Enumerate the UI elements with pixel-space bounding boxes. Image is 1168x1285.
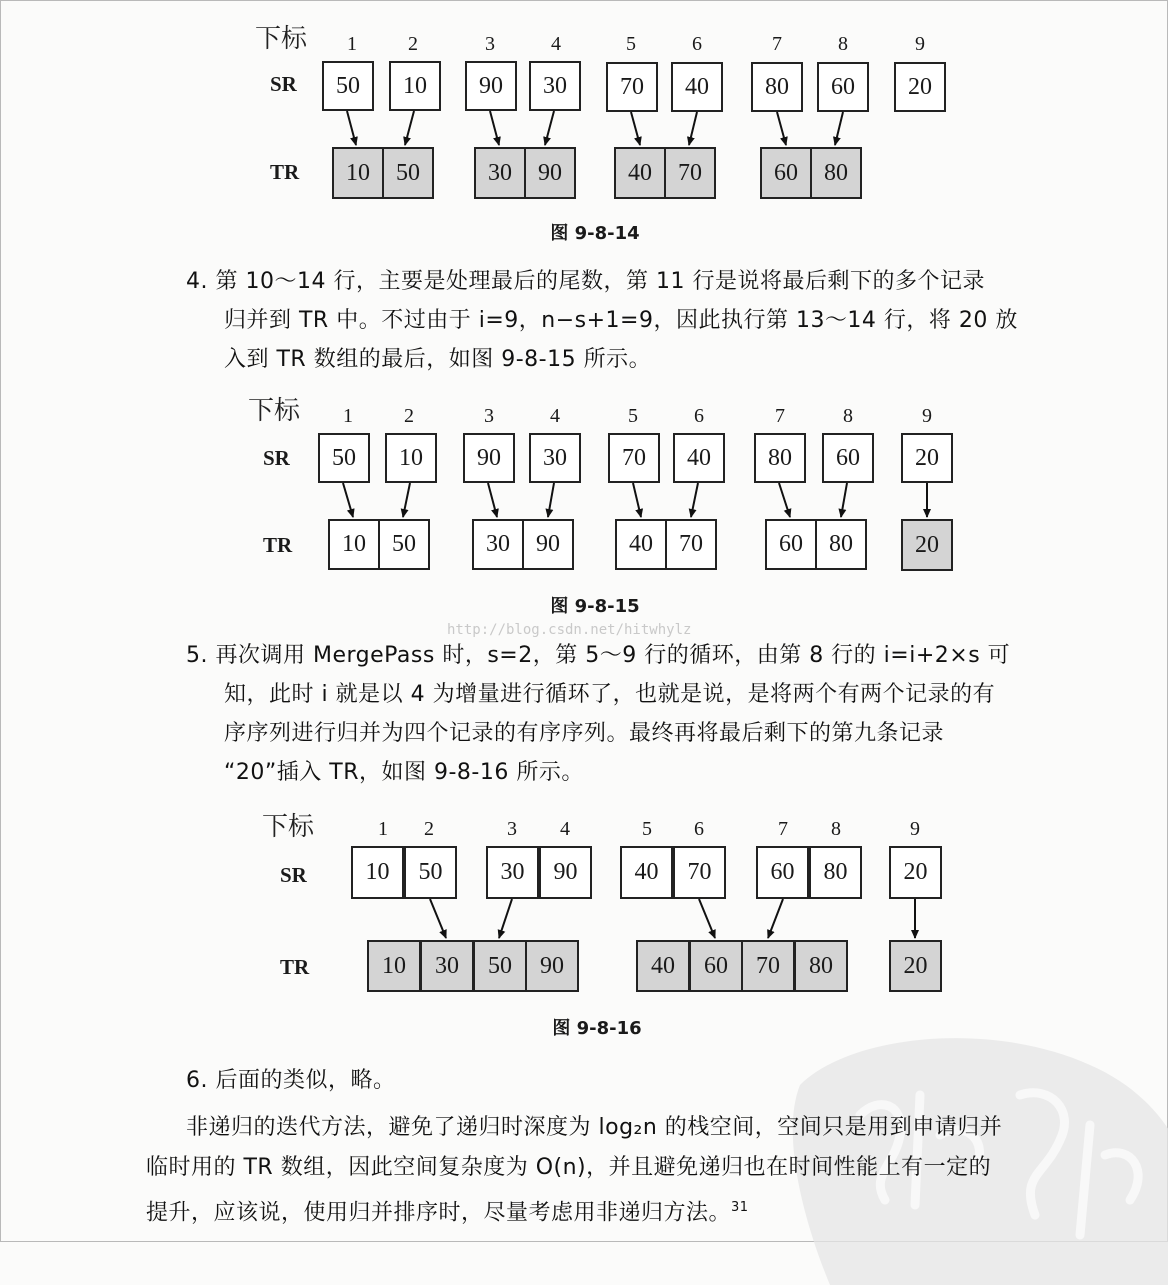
tr-cell: 80 — [794, 940, 848, 992]
tr-row-label: TR — [263, 533, 293, 557]
index-label: 1 — [378, 818, 388, 840]
index-label: 9 — [922, 405, 932, 427]
tr-row-label: TR — [270, 160, 300, 184]
tr-row-label: TR — [280, 955, 310, 979]
sr-cell: 70 — [606, 62, 658, 112]
text-line: 归并到 TR 中。不过由于 i=9，n−s+1=9，因此执行第 13～14 行，将 20 放 — [224, 308, 1018, 333]
tr-cell: 60 — [689, 940, 743, 992]
arrow — [488, 483, 497, 517]
sr-cell: 60 — [822, 433, 874, 483]
arrow — [548, 483, 554, 517]
figure-caption: 图 9-8-16 — [552, 1018, 642, 1039]
index-label: 3 — [484, 405, 494, 427]
index-label: 8 — [838, 33, 848, 55]
text-line: 5. 再次调用 MergePass 时，s=2，第 5～9 行的循环，由第 8 行的 i=i+2×s 可 — [186, 643, 1011, 668]
sr-cell: 20 — [901, 433, 953, 483]
sr-cell: 40 — [673, 433, 725, 483]
index-label: 6 — [692, 33, 702, 55]
tr-cell: 70 — [665, 519, 717, 570]
arrow — [779, 483, 790, 517]
index-label: 3 — [485, 33, 495, 55]
arrow — [691, 483, 698, 517]
tr-cell: 60 — [765, 519, 817, 570]
index-label: 8 — [831, 818, 841, 840]
tr-cell: 30 — [420, 940, 474, 992]
arrow — [631, 112, 640, 145]
tr-cell: 70 — [741, 940, 795, 992]
arrow — [768, 899, 783, 938]
index-label: 5 — [628, 405, 638, 427]
arrow — [689, 112, 697, 145]
sr-cell: 90 — [463, 433, 515, 483]
tr-cell: 40 — [614, 147, 666, 199]
tr-cell: 50 — [382, 147, 434, 199]
tr-cell: 80 — [815, 519, 867, 570]
sr-cell: 50 — [404, 846, 457, 899]
text-line: 入到 TR 数组的最后，如图 9-8-15 所示。 — [224, 347, 652, 372]
sr-cell: 90 — [539, 846, 592, 899]
index-label: 7 — [772, 33, 782, 55]
index-label: 6 — [694, 818, 704, 840]
url-watermark: http://blog.csdn.net/hitwhylz — [447, 622, 692, 638]
index-label: 4 — [560, 818, 570, 840]
sr-cell: 10 — [389, 61, 441, 111]
index-label: 7 — [778, 818, 788, 840]
tr-cell: 80 — [810, 147, 862, 199]
tr-cell: 30 — [474, 147, 526, 199]
text-line: 序序列进行归并为四个记录的有序序列。最终再将最后剩下的第九条记录 — [224, 721, 945, 746]
subscript-label: 下标 — [248, 396, 301, 426]
arrow — [633, 483, 641, 517]
index-label: 5 — [642, 818, 652, 840]
arrow — [347, 111, 356, 145]
text-line: 提升，应该说，使用归并排序时，尽量考虑用非递归方法。 — [146, 1200, 732, 1226]
sr-row-label: SR — [263, 446, 290, 470]
sr-cell: 10 — [351, 846, 404, 899]
sr-cell: 70 — [608, 433, 660, 483]
tr-cell: 50 — [378, 519, 430, 570]
subscript-label: 下标 — [262, 812, 315, 842]
index-label: 9 — [915, 33, 925, 55]
tr-cell: 70 — [664, 147, 716, 199]
index-label: 5 — [626, 33, 636, 55]
sr-cell: 60 — [817, 62, 869, 112]
arrow — [403, 483, 410, 517]
text-line: 知，此时 i 就是以 4 为增量进行循环了，也就是说，是将两个有两个记录的有 — [224, 682, 996, 707]
index-label: 2 — [408, 33, 418, 55]
index-label: 1 — [343, 405, 353, 427]
figure-caption: 图 9-8-15 — [550, 596, 640, 617]
tr-cell: 30 — [472, 519, 524, 570]
text-line: 4. 第 10～14 行，主要是处理最后的尾数，第 11 行是说将最后剩下的多个记录 — [186, 269, 985, 294]
subscript-label: 下标 — [255, 24, 308, 54]
sr-row-label: SR — [280, 863, 307, 887]
arrow — [343, 483, 353, 517]
sr-cell: 80 — [751, 62, 803, 112]
arrow — [835, 112, 843, 145]
text-line: 非递归的迭代方法，避免了递归时深度为 log₂n 的栈空间，空间只是用到申请归并 — [186, 1115, 1003, 1140]
tr-cell: 60 — [760, 147, 812, 199]
index-label: 1 — [347, 33, 357, 55]
arrow — [499, 899, 512, 938]
arrow — [430, 899, 446, 938]
text-line: 6. 后面的类似，略。 — [186, 1068, 396, 1093]
sr-cell: 80 — [809, 846, 862, 899]
tr-cell: 20 — [889, 940, 942, 992]
index-label: 9 — [910, 818, 920, 840]
sr-cell: 70 — [673, 846, 726, 899]
tr-cell: 40 — [636, 940, 690, 992]
conclusion-paragraph — [146, 1108, 1002, 1233]
sr-cell: 80 — [754, 433, 806, 483]
arrow — [490, 111, 499, 145]
tr-cell: 40 — [615, 519, 667, 570]
sr-cell: 10 — [385, 433, 437, 483]
index-label: 4 — [550, 405, 560, 427]
figure-caption: 图 9-8-14 — [550, 223, 640, 244]
tr-cell: 50 — [473, 940, 527, 992]
tr-cell: 90 — [524, 147, 576, 199]
arrow — [777, 112, 786, 145]
text-line: 临时用的 TR 数组，因此空间复杂度为 O(n)，并且避免递归也在时间性能上有一定的 — [146, 1155, 992, 1180]
sr-cell: 60 — [756, 846, 809, 899]
sr-row-label: SR — [270, 72, 297, 96]
text-line: “20”插入 TR，如图 9-8-16 所示。 — [224, 760, 584, 785]
sr-cell: 20 — [889, 846, 942, 899]
arrow — [841, 483, 847, 517]
tr-cell: 10 — [332, 147, 384, 199]
index-label: 2 — [404, 405, 414, 427]
sr-cell: 50 — [318, 433, 370, 483]
tr-cell: 90 — [522, 519, 574, 570]
arrow — [405, 111, 414, 145]
page-number: 31 — [731, 1200, 749, 1215]
sr-cell: 40 — [671, 62, 723, 112]
index-label: 8 — [843, 405, 853, 427]
sr-cell: 30 — [529, 433, 581, 483]
index-label: 2 — [424, 818, 434, 840]
text-line-last — [146, 1188, 1002, 1233]
arrow — [545, 111, 554, 145]
index-label: 4 — [551, 33, 561, 55]
tr-cell: 20 — [901, 519, 953, 571]
index-label: 7 — [775, 405, 785, 427]
tr-cell: 90 — [525, 940, 579, 992]
sr-cell: 20 — [894, 62, 946, 112]
sr-cell: 40 — [620, 846, 673, 899]
sr-cell: 30 — [529, 61, 581, 111]
index-label: 3 — [507, 818, 517, 840]
tr-cell: 10 — [367, 940, 421, 992]
sr-cell: 90 — [465, 61, 517, 111]
tr-cell: 10 — [328, 519, 380, 570]
index-label: 6 — [694, 405, 704, 427]
arrow — [699, 899, 715, 938]
sr-cell: 30 — [486, 846, 539, 899]
step-6-paragraph — [186, 1061, 395, 1100]
sr-cell: 50 — [322, 61, 374, 111]
